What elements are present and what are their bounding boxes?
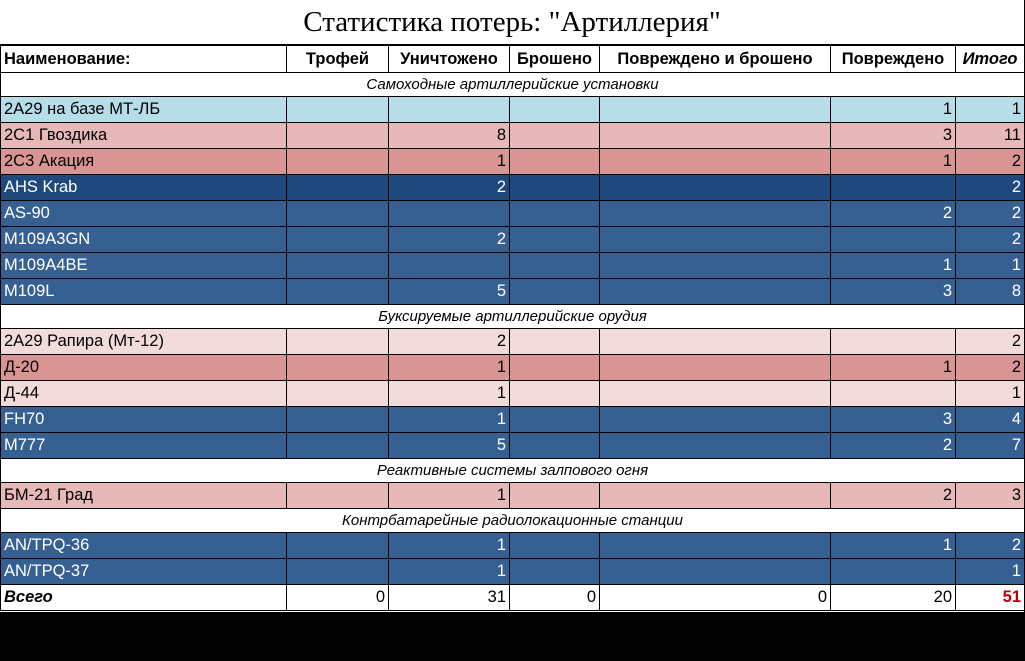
loss-table xyxy=(0,45,1025,611)
row-value-cell xyxy=(510,533,600,559)
row-value-cell xyxy=(287,149,389,175)
row-value-cell xyxy=(510,149,600,175)
row-value-cell xyxy=(600,227,831,253)
row-value-cell xyxy=(600,559,831,585)
row-value-cell xyxy=(287,381,389,407)
row-value-cell: 1 xyxy=(831,533,956,559)
row-name-cell: 2С3 Акация xyxy=(1,149,287,175)
row-name-cell: 2А29 на базе МТ-ЛБ xyxy=(1,97,287,123)
row-value-cell: 2 xyxy=(956,149,1025,175)
row-name-cell: AHS Krab xyxy=(1,175,287,201)
table-row xyxy=(1,433,1025,459)
row-value-cell xyxy=(287,329,389,355)
row-value-cell xyxy=(600,279,831,305)
row-value-cell xyxy=(287,279,389,305)
row-value-cell xyxy=(287,355,389,381)
total-damaged: 20 xyxy=(831,585,956,611)
row-value-cell: 2 xyxy=(956,201,1025,227)
category-label: Реактивные системы залпового огня xyxy=(1,459,1025,483)
table-row xyxy=(1,381,1025,407)
row-value-cell: 1 xyxy=(389,559,510,585)
row-value-cell xyxy=(600,201,831,227)
row-name-cell: AN/TPQ-37 xyxy=(1,559,287,585)
row-name-cell: 2С1 Гвоздика xyxy=(1,123,287,149)
row-value-cell: 3 xyxy=(831,123,956,149)
row-value-cell xyxy=(600,533,831,559)
row-value-cell: 2 xyxy=(956,329,1025,355)
row-value-cell: 5 xyxy=(389,279,510,305)
row-value-cell xyxy=(600,433,831,459)
row-value-cell xyxy=(389,97,510,123)
row-value-cell: 1 xyxy=(389,149,510,175)
category-row xyxy=(1,509,1025,533)
row-value-cell: 2 xyxy=(389,227,510,253)
row-name-cell: FH70 xyxy=(1,407,287,433)
row-value-cell xyxy=(287,253,389,279)
table-row xyxy=(1,279,1025,305)
row-value-cell xyxy=(510,483,600,509)
category-row xyxy=(1,73,1025,97)
row-value-cell: 8 xyxy=(956,279,1025,305)
row-value-cell: 5 xyxy=(389,433,510,459)
header-damaged: Повреждено xyxy=(831,46,956,73)
row-value-cell: 2 xyxy=(956,533,1025,559)
grand-total: 51 xyxy=(956,585,1025,611)
row-value-cell: 2 xyxy=(831,201,956,227)
row-value-cell xyxy=(287,533,389,559)
row-value-cell xyxy=(510,227,600,253)
total-destroyed: 31 xyxy=(389,585,510,611)
table-row xyxy=(1,329,1025,355)
header-name: Наименование: xyxy=(1,46,287,73)
table-row xyxy=(1,123,1025,149)
row-value-cell xyxy=(510,407,600,433)
table-row xyxy=(1,175,1025,201)
category-label: Контрбатарейные радиолокационные станции xyxy=(1,509,1025,533)
table-row xyxy=(1,483,1025,509)
table-row xyxy=(1,201,1025,227)
row-name-cell: M109A4BE xyxy=(1,253,287,279)
table-row xyxy=(1,253,1025,279)
row-value-cell: 3 xyxy=(831,407,956,433)
row-value-cell xyxy=(600,329,831,355)
row-value-cell: 1 xyxy=(389,407,510,433)
row-value-cell: 2 xyxy=(956,175,1025,201)
table-row xyxy=(1,149,1025,175)
row-value-cell: 3 xyxy=(956,483,1025,509)
table-row xyxy=(1,355,1025,381)
row-value-cell xyxy=(510,355,600,381)
row-value-cell xyxy=(831,175,956,201)
row-value-cell: 1 xyxy=(956,253,1025,279)
row-name-cell: БМ-21 Град xyxy=(1,483,287,509)
category-label: Буксируемые артиллерийские орудия xyxy=(1,305,1025,329)
total-abandoned: 0 xyxy=(510,585,600,611)
category-label: Самоходные артиллерийские установки xyxy=(1,73,1025,97)
header-row xyxy=(1,46,1025,73)
row-value-cell: 11 xyxy=(956,123,1025,149)
row-value-cell xyxy=(389,201,510,227)
header-total: Итого xyxy=(956,46,1025,73)
row-value-cell xyxy=(287,97,389,123)
row-value-cell: 1 xyxy=(956,381,1025,407)
row-value-cell xyxy=(600,123,831,149)
row-value-cell xyxy=(287,559,389,585)
header-destroyed: Уничтожено xyxy=(389,46,510,73)
header-damaged-abandoned: Повреждено и брошено xyxy=(600,46,831,73)
table-row xyxy=(1,533,1025,559)
table-body xyxy=(1,73,1025,585)
row-value-cell: 1 xyxy=(956,559,1025,585)
row-value-cell: 2 xyxy=(831,433,956,459)
row-value-cell xyxy=(600,175,831,201)
row-value-cell xyxy=(287,407,389,433)
row-value-cell xyxy=(287,433,389,459)
row-value-cell: 8 xyxy=(389,123,510,149)
row-value-cell xyxy=(600,253,831,279)
row-name-cell: Д-20 xyxy=(1,355,287,381)
row-name-cell: AN/TPQ-36 xyxy=(1,533,287,559)
row-value-cell xyxy=(831,559,956,585)
row-value-cell xyxy=(510,175,600,201)
row-value-cell xyxy=(831,329,956,355)
row-value-cell: 2 xyxy=(389,175,510,201)
row-value-cell xyxy=(831,227,956,253)
row-value-cell: 4 xyxy=(956,407,1025,433)
row-name-cell: AS-90 xyxy=(1,201,287,227)
row-value-cell xyxy=(831,381,956,407)
table-row xyxy=(1,407,1025,433)
row-value-cell: 1 xyxy=(389,355,510,381)
row-value-cell xyxy=(389,253,510,279)
row-value-cell: 3 xyxy=(831,279,956,305)
row-value-cell: 1 xyxy=(831,253,956,279)
header-abandoned: Брошено xyxy=(510,46,600,73)
row-name-cell: M109A3GN xyxy=(1,227,287,253)
row-value-cell: 1 xyxy=(831,97,956,123)
row-value-cell: 2 xyxy=(831,483,956,509)
row-name-cell: 2А29 Рапира (Мт-12) xyxy=(1,329,287,355)
totals-row xyxy=(1,585,1025,611)
row-value-cell: 2 xyxy=(389,329,510,355)
row-value-cell: 2 xyxy=(956,355,1025,381)
row-value-cell xyxy=(600,407,831,433)
row-name-cell: Д-44 xyxy=(1,381,287,407)
category-row xyxy=(1,459,1025,483)
row-value-cell xyxy=(600,381,831,407)
table-row xyxy=(1,227,1025,253)
row-value-cell: 1 xyxy=(956,97,1025,123)
totals-label: Всего xyxy=(1,585,287,611)
row-value-cell xyxy=(600,355,831,381)
row-value-cell: 1 xyxy=(831,149,956,175)
header-trophy: Трофей xyxy=(287,46,389,73)
row-value-cell xyxy=(600,97,831,123)
total-damaged-abandoned: 0 xyxy=(600,585,831,611)
row-value-cell xyxy=(510,433,600,459)
row-value-cell xyxy=(510,253,600,279)
sheet-title: Статистика потерь: "Артиллерия" xyxy=(0,0,1024,45)
row-value-cell xyxy=(510,381,600,407)
row-name-cell: M777 xyxy=(1,433,287,459)
row-value-cell xyxy=(287,123,389,149)
row-value-cell xyxy=(510,279,600,305)
row-value-cell xyxy=(287,483,389,509)
row-name-cell: M109L xyxy=(1,279,287,305)
row-value-cell xyxy=(287,175,389,201)
table-row xyxy=(1,97,1025,123)
row-value-cell: 1 xyxy=(389,483,510,509)
row-value-cell: 1 xyxy=(389,381,510,407)
row-value-cell: 1 xyxy=(831,355,956,381)
row-value-cell xyxy=(510,201,600,227)
total-trophy: 0 xyxy=(287,585,389,611)
row-value-cell: 7 xyxy=(956,433,1025,459)
row-value-cell xyxy=(600,483,831,509)
row-value-cell: 1 xyxy=(389,533,510,559)
row-value-cell xyxy=(287,201,389,227)
row-value-cell xyxy=(510,559,600,585)
row-value-cell: 2 xyxy=(956,227,1025,253)
row-value-cell xyxy=(510,329,600,355)
row-value-cell xyxy=(600,149,831,175)
row-value-cell xyxy=(287,227,389,253)
row-value-cell xyxy=(510,123,600,149)
row-value-cell xyxy=(510,97,600,123)
table-row xyxy=(1,559,1025,585)
category-row xyxy=(1,305,1025,329)
